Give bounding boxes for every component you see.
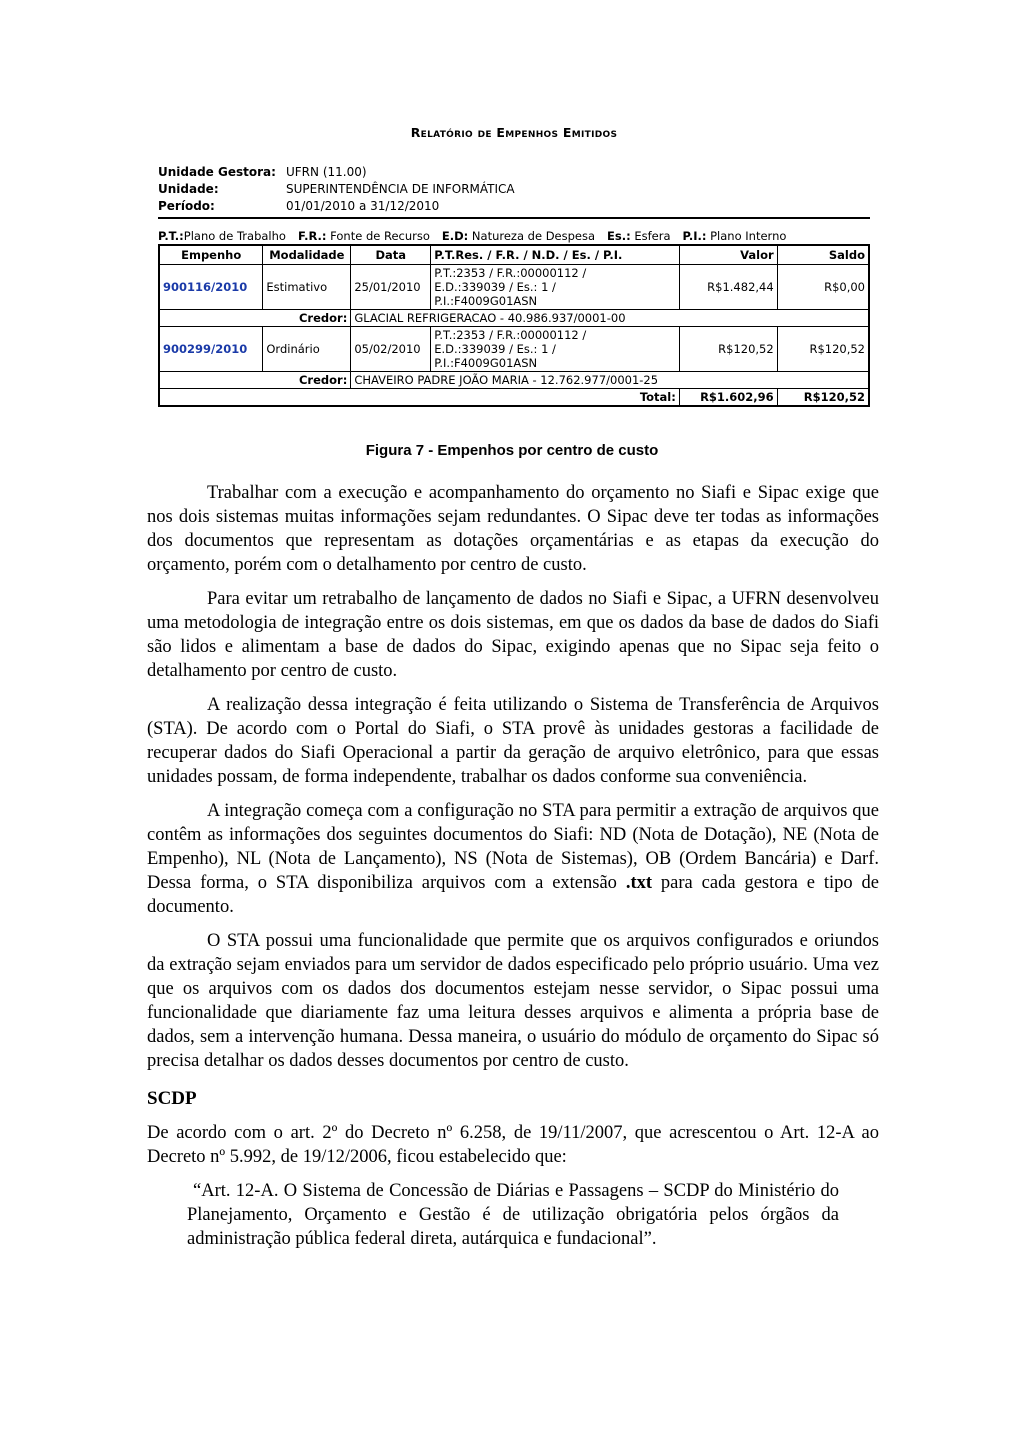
report-title: Relatório de Empenhos Emitidos <box>410 125 618 140</box>
table-row <box>159 265 869 310</box>
txt-extension: .txt <box>625 873 653 893</box>
saldo-cell: R$0,00 <box>777 265 869 310</box>
legend-item: P.T.:Plano de Trabalho <box>158 229 286 243</box>
meta-label: Período: <box>158 199 215 213</box>
legend-item: P.I.: Plano Interno <box>682 229 787 243</box>
valor-cell: R$1.482,44 <box>679 265 777 310</box>
paragraph: A realização dessa integração é feita utilizando o Sistema de Transferência de Arquivos (STA). De acordo com o Portal do Siafi, o STA provê às unidades gestoras a facilidade de recuperar dados do Siafi Operacional a partir da geração de arquivo eletrônico, para que essas unidades possam, de forma independente, trabalhar os dados conforme sua conveniência. <box>147 695 879 787</box>
paragraph: De acordo com o art. 2º do Decreto nº 6.258, de 19/11/2007, que acrescentou o Art. 12-A ao Decreto nº 5.992, de 19/12/2006, ficou estabelecido que: <box>147 1123 879 1167</box>
paragraph: Trabalhar com a execução e acompanhamento do orçamento no Siafi e Sipac exige que nos dois sistemas muitas informações sejam redundantes. O Sipac deve ter todas as informações dos documentos que representam as dotações orçamentárias e as etapas da execução do orçamento, porém com o detalhamento por centro de custo. <box>147 483 879 575</box>
modalidade-cell: Ordinário <box>263 327 351 372</box>
meta-row-unidade <box>158 181 870 198</box>
detail-cell: P.T.:2353 / F.R.:00000112 / E.D.:339039 / Es.: 1 / P.I.:F4009G01ASN <box>431 327 680 372</box>
legend-item: F.R.: Fonte de Recurso <box>297 229 430 243</box>
table-header-row <box>159 245 869 265</box>
credor-label: Credor: <box>159 372 351 389</box>
meta-row-periodo <box>158 198 870 215</box>
report-figure <box>158 125 870 407</box>
total-label: Total: <box>159 389 679 407</box>
credor-value: GLACIAL REFRIGERACAO - 40.986.937/0001-00 <box>351 310 869 327</box>
total-saldo: R$120,52 <box>777 389 869 407</box>
section-heading: SCDP <box>147 1088 197 1109</box>
header-valor: Valor <box>679 245 777 265</box>
meta-label: Unidade: <box>158 182 219 196</box>
meta-row-unidade-gestora <box>158 164 870 181</box>
data-cell: 05/02/2010 <box>351 327 431 372</box>
header-data: Data <box>351 245 431 265</box>
credor-label: Credor: <box>159 310 351 327</box>
empenhos-table <box>158 244 870 407</box>
empenho-link[interactable]: 900299/2010 <box>159 327 263 372</box>
detail-cell: P.T.:2353 / F.R.:00000112 / E.D.:339039 / Es.: 1 / P.I.:F4009G01ASN <box>431 265 680 310</box>
valor-cell: R$120,52 <box>679 327 777 372</box>
table-row <box>159 327 869 372</box>
saldo-cell: R$120,52 <box>777 327 869 372</box>
paragraph: A integração começa com a configuração no STA para permitir a extração de arquivos que contêm as informações dos seguintes documentos do Siafi: ND (Nota de Dotação), NE (Nota de Empenho), NL (Nota de Lançamento), NS (Nota de Sistemas), OB (Ordem Bancária) e Darf. Dessa forma, o STA disponibiliza arquivos com a extensão .txt para cada gestora e tipo de documento. <box>147 801 880 917</box>
total-valor: R$1.602,96 <box>679 389 777 407</box>
credor-value: CHAVEIRO PADRE JOÃO MARIA - 12.762.977/0001-25 <box>351 372 869 389</box>
body-text <box>147 481 879 1251</box>
report-meta <box>158 164 870 215</box>
total-row <box>159 389 869 407</box>
legend-item: E.D: Natureza de Despesa <box>441 229 596 243</box>
credor-row <box>159 310 869 327</box>
report-legend <box>158 229 870 243</box>
empenho-link[interactable]: 900116/2010 <box>159 265 263 310</box>
figure-caption: Figura 7 - Empenhos por centro de custo <box>365 442 659 459</box>
meta-label: Unidade Gestora: <box>158 165 276 179</box>
credor-row <box>159 372 869 389</box>
paragraph: O STA possui uma funcionalidade que permite que os arquivos configurados e oriundos da extração sejam enviados para um servidor de dados especificado pelo próprio usuário. Uma vez que os arquivos com os dados dos documentos estejam nesse servidor, o Sipac possui uma funcionalidade que diariamente faz uma leitura desses arquivos e alimenta a própria base de dados, sem a intervenção humana. Dessa maneira, o usuário do módulo de orçamento do Sipac só precisa detalhar os dados desses documentos por centro de custo. <box>147 931 879 1071</box>
legend-item: Es.: Esfera <box>607 229 671 243</box>
data-cell: 25/01/2010 <box>351 265 431 310</box>
modalidade-cell: Estimativo <box>263 265 351 310</box>
block-quote: “Art. 12-A. O Sistema de Concessão de Diárias e Passagens – SCDP do Ministério do Planejamento, Orçamento e Gestão é de utilização obrigatória pelos órgãos da administração pública federal direta, autárquica e fundacional”. <box>187 1181 839 1249</box>
header-empenho: Empenho <box>159 245 263 265</box>
paragraph: Para evitar um retrabalho de lançamento de dados no Siafi e Sipac, a UFRN desenvolveu uma metodologia de integração entre os dois sistemas, em que os dados da base de dados do Siafi são lidos e alimentam a base de dados do Sipac, exigindo apenas que no Sipac seja feito o detalhamento por centro de custo. <box>147 589 879 681</box>
meta-value: UFRN (11.00) <box>286 165 367 179</box>
header-modalidade: Modalidade <box>263 245 351 265</box>
header-saldo: Saldo <box>777 245 869 265</box>
header-ptres: P.T.Res. / F.R. / N.D. / Es. / P.I. <box>431 245 680 265</box>
meta-value: SUPERINTENDÊNCIA DE INFORMÁTICA <box>286 182 515 196</box>
meta-value: 01/01/2010 a 31/12/2010 <box>286 199 440 213</box>
meta-divider <box>158 217 870 219</box>
